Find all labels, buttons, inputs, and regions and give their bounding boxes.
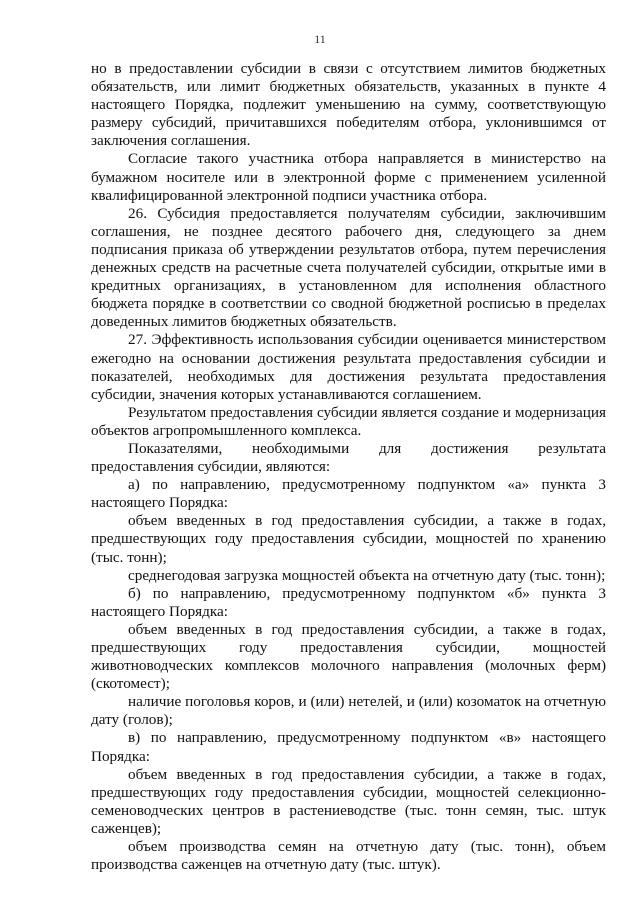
paragraph-26: 26. Субсидия предоставляется получателям субсидии, заключившим соглашения, не позднее десятого рабочего дня, следующего за днем подписания приказа об утверждении результатов отбора, путем перечисления денежных средств на расчетные счета получателей субсидии, открытые ими в кредитных организациях, в установленном для исполнения областного бюджета порядке в соответствии со сводной бюджетной росписью в пределах доведенных лимитов бюджетных обязательств.: [91, 204, 606, 331]
list-item-a-indicator-1: объем введенных в год предоставления субсидии, а также в годах, предшествующих году предоставления субсидии, мощностей по хранению (тыс. тонн);: [91, 512, 606, 566]
page-number: 11: [314, 32, 326, 46]
paragraph-consent: Согласие такого участника отбора направляется в министерство на бумажном носителе или в электронной форме с применением усиленной квалифицированной электронной подписи участника отбора.: [91, 150, 606, 204]
paragraph-indicators-intro: Показателями, необходимыми для достижения результата предоставления субсидии, являются:: [91, 439, 606, 476]
list-item-b: б) по направлению, предусмотренному подпунктом «б» пункта 3 настоящего Порядка:: [91, 584, 606, 620]
list-item-v-indicator-1: объем введенных в год предоставления субсидии, а также в годах, предшествующих году предоставления субсидии, мощностей селекционно-семеноводческих центров в растениеводстве (тыс. тонн семян, тыс. штук саженцев);: [91, 765, 606, 837]
list-item-a: а) по направлению, предусмотренному подпунктом «а» пункта 3 настоящего Порядка:: [91, 476, 606, 512]
list-item-v-indicator-2: объем производства семян на отчетную дату (тыс. тонн), объем производства саженцев на отчетную дату (тыс. штук).: [91, 838, 606, 874]
list-item-b-indicator-1: объем введенных в год предоставления субсидии, а также в годах, предшествующих году предоставления субсидии, мощностей животноводческих комплексов молочного направления (молочных ферм) (скотомест);: [91, 620, 606, 693]
paragraph-27: 27. Эффективность использования субсидии оценивается министерством ежегодно на основании достижения результата предоставления субсидии и показателей, необходимых для достижения результата предоставления субсидии, значения которых устанавливаются соглашением.: [91, 331, 606, 403]
document-body: [91, 60, 606, 874]
list-item-b-indicator-2: наличие поголовья коров, и (или) нетелей, и (или) козоматок на отчетную дату (голов);: [91, 693, 606, 729]
list-item-v: в) по направлению, предусмотренному подпунктом «в» настоящего Порядка:: [91, 729, 606, 765]
paragraph-continuation: но в предоставлении субсидии в связи с отсутствием лимитов бюджетных обязательств, или лимит бюджетных обязательств, указанных в пункте 4 настоящего Порядка, подлежит уменьшению на сумму, соответствующую размеру субсидий, причитавшихся победителям отбора, уклонившимся от заключения соглашения.: [91, 60, 606, 150]
list-item-a-indicator-2: среднегодовая загрузка мощностей объекта на отчетную дату (тыс. тонн);: [128, 566, 606, 584]
paragraph-result: Результатом предоставления субсидии является создание и модернизация объектов агропромышленного комплекса.: [91, 403, 606, 439]
